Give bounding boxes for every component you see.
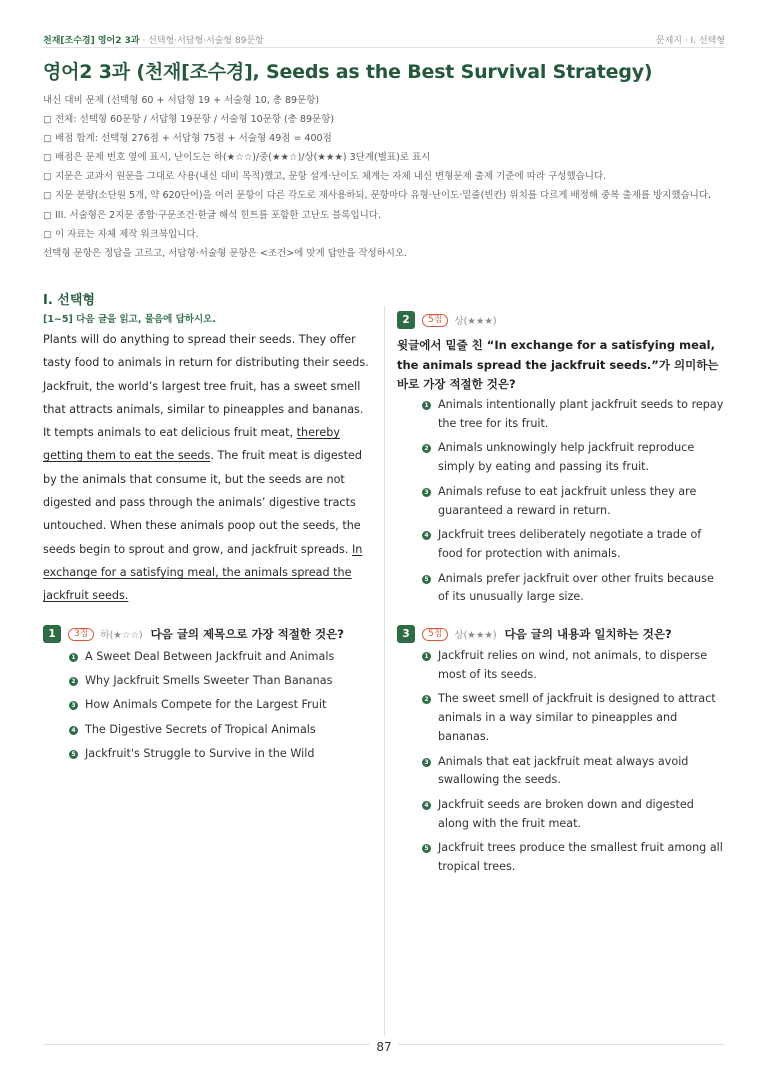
- choice-number-icon: 1: [422, 652, 431, 661]
- choice-option[interactable]: [69, 696, 379, 715]
- passage-instruction: [1~5] 다음 글을 읽고, 물음에 답하시오.: [43, 314, 216, 325]
- choice-option[interactable]: [69, 721, 379, 740]
- choice-text: Why Jackfruit Smells Sweeter Than Bananas: [85, 674, 333, 688]
- choice-text: How Animals Compete for the Largest Fruit: [85, 698, 327, 712]
- section-title: I. 선택형: [43, 293, 95, 308]
- choice-number-icon: 4: [422, 801, 431, 810]
- question-1-header: [43, 625, 344, 643]
- question-prompt: 다음 글의 내용과 일치하는 것은?: [504, 627, 672, 641]
- choice-number-icon: 5: [69, 750, 78, 759]
- choice-option[interactable]: [422, 570, 727, 607]
- question-1-choices: [69, 648, 379, 764]
- question-number: 3: [397, 625, 415, 643]
- difficulty-label: 상(★★★): [454, 316, 497, 327]
- difficulty-label: 상(★★★): [454, 630, 497, 641]
- intro-line: ▢ 이 자료는 자체 제작 워크북입니다.: [43, 228, 199, 240]
- difficulty-label: 하(★☆☆): [100, 630, 143, 641]
- choice-option[interactable]: [69, 745, 379, 764]
- choice-option[interactable]: [422, 647, 727, 684]
- question-3-header: [397, 625, 672, 643]
- question-2-prompt: 윗글에서 밑줄 친 “In exchange for a satisfying meal, the animals spread the jackfruit seeds.”가 의미하는 바로 가장 적절한 것은?: [397, 338, 719, 391]
- header-left: [43, 33, 264, 46]
- underlined-phrase: thereby getting them to eat the seeds: [43, 426, 340, 463]
- choice-text: Jackfruit relies on wind, not animals, to disperse most of its seeds.: [438, 649, 708, 681]
- question-prompt: 다음 글의 제목으로 가장 적절한 것은?: [150, 627, 344, 641]
- column-divider: [384, 306, 385, 1036]
- intro-line: 내신 대비 문제 (선택형 60 + 서답형 19 + 서술형 10, 총 89문항): [43, 95, 320, 106]
- choice-text: Animals intentionally plant jackfruit seeds to repay the tree for its fruit.: [438, 398, 724, 430]
- choice-text: The sweet smell of jackfruit is designed to attract animals in a way similar to pineapples and bananas.: [438, 692, 716, 743]
- question-2-header: [397, 311, 505, 329]
- choice-option[interactable]: [422, 483, 727, 520]
- intro-line: ▢ 배점 합계: 선택형 276점 + 서답형 75점 + 서술형 49점 = 400점: [43, 133, 332, 145]
- choice-text: A Sweet Deal Between Jackfruit and Animals: [85, 650, 335, 663]
- question-2-choices: [422, 396, 727, 607]
- page-number: 87: [370, 1040, 397, 1054]
- choice-text: Jackfruit trees produce the smallest fruit among all tropical trees.: [438, 841, 723, 874]
- header-course: 천재[조수경] 영어2 3과: [43, 36, 140, 46]
- choice-number-icon: 2: [422, 695, 431, 704]
- header-section: 문제지 · I. 선택형: [655, 36, 725, 46]
- choice-number-icon: 5: [422, 575, 431, 584]
- choice-text: Jackfruit seeds are broken down and digested along with the fruit meat.: [438, 797, 694, 830]
- intro-line: ▢ III. 서술형은 2지문 종합·구문조건·한글 해석 힌트를 포함한 고난도 블록입니다.: [43, 209, 381, 221]
- choice-option[interactable]: [422, 796, 727, 833]
- choice-text: Animals refuse to eat jackfruit unless they are guaranteed a reward in return.: [438, 484, 697, 517]
- choice-text: Animals unknowingly help jackfruit reproduce simply by eating and passing its fruit.: [438, 441, 695, 474]
- header-subtitle: · 선택형·서답형·서술형 89문항: [139, 36, 264, 46]
- intro-line: ▢ 지문은 교과서 원문을 그대로 사용(내신 대비 목적)했고, 문항 설계·난이도 체계는 자체 내신 변형문제 출제 기준에 따라 구성했습니다.: [43, 171, 607, 183]
- choice-number-icon: 2: [422, 444, 431, 453]
- page-header: [43, 31, 725, 48]
- choice-option[interactable]: [422, 839, 727, 876]
- choice-number-icon: 1: [422, 401, 431, 410]
- choice-number-icon: 4: [422, 531, 431, 540]
- choice-number-icon: 5: [422, 844, 431, 853]
- choice-option[interactable]: [69, 672, 379, 691]
- choice-option[interactable]: [422, 690, 727, 746]
- choice-option[interactable]: [422, 526, 727, 563]
- choice-option[interactable]: [422, 439, 727, 476]
- intro-line: ▢ 지문 분량(소단원 5개, 약 620단어)을 여러 문항이 다른 각도로 재사용하되, 문항마다 유형·난이도·밑줄(빈칸) 위치를 다르게 배정해 중복 출제를 방지했습니다.: [43, 190, 712, 202]
- passage-text: Plants will do anything to spread their seeds. They offer tasty food to animals in return for distributing their seeds. Jackfruit, the world’s largest tree fruit, has a sweet smell that attracts animals, similar to pineapples and bananas. It tempts animals to eat delicious fruit meat,: [43, 333, 369, 440]
- question-number: 1: [43, 625, 61, 643]
- points-badge: 5점: [422, 314, 448, 327]
- choice-option[interactable]: [422, 753, 727, 790]
- choice-option[interactable]: [69, 648, 379, 667]
- choice-number-icon: 1: [69, 653, 78, 662]
- choice-text: Animals that eat jackfruit meat always avoid swallowing the seeds.: [438, 754, 689, 787]
- question-number: 2: [397, 311, 415, 329]
- choice-number-icon: 3: [69, 701, 78, 710]
- underlined-sentence: In exchange for a satisfying meal, the animals spread the jackfruit seeds.: [43, 542, 363, 603]
- points-badge: 3점: [68, 628, 94, 641]
- intro-notes: [43, 91, 728, 263]
- points-badge: 5점: [422, 628, 448, 641]
- choice-option[interactable]: [422, 396, 727, 433]
- page-number-wrap: [0, 1040, 768, 1054]
- choice-number-icon: 3: [422, 488, 431, 497]
- intro-line: 선택형 문항은 정답을 고르고, 서답형·서술형 문항은 <조건>에 맞게 답안을 작성하시오.: [43, 247, 408, 259]
- choice-text: The Digestive Secrets of Tropical Animals: [85, 722, 316, 736]
- choice-number-icon: 2: [69, 677, 78, 686]
- page-title: 영어2 3과 (천재[조수경], Seeds as the Best Survival Strategy): [43, 61, 653, 83]
- intro-line: ▢ 배점은 문제 번호 옆에 표시, 난이도는 하(★☆☆)/중(★★☆)/상(★★★) 3단계(별표)로 표시: [43, 152, 431, 164]
- choice-number-icon: 3: [422, 758, 431, 767]
- choice-text: Jackfruit's Struggle to Survive in the Wild: [85, 746, 315, 760]
- choice-text: Animals prefer jackfruit over other fruits because of its unusually large size.: [438, 571, 714, 604]
- passage-text: . The fruit meat is digested by the animals that consume it, but the seeds are not digested and pass through the animals’ digestive tracts untouched. When these animals poop out the seeds, the seeds begin to sprout and grow, and jackfruit spreads.: [43, 449, 362, 556]
- choice-text: Jackfruit trees deliberately negotiate a trade of food for protection with animals.: [438, 528, 702, 560]
- intro-line: ▢ 전체: 선택형 60문항 / 서답형 19문항 / 서술형 10문항 (총 89문항): [43, 114, 335, 126]
- reading-passage: [43, 328, 374, 608]
- choice-number-icon: 4: [69, 726, 78, 735]
- question-3-choices: [422, 647, 727, 877]
